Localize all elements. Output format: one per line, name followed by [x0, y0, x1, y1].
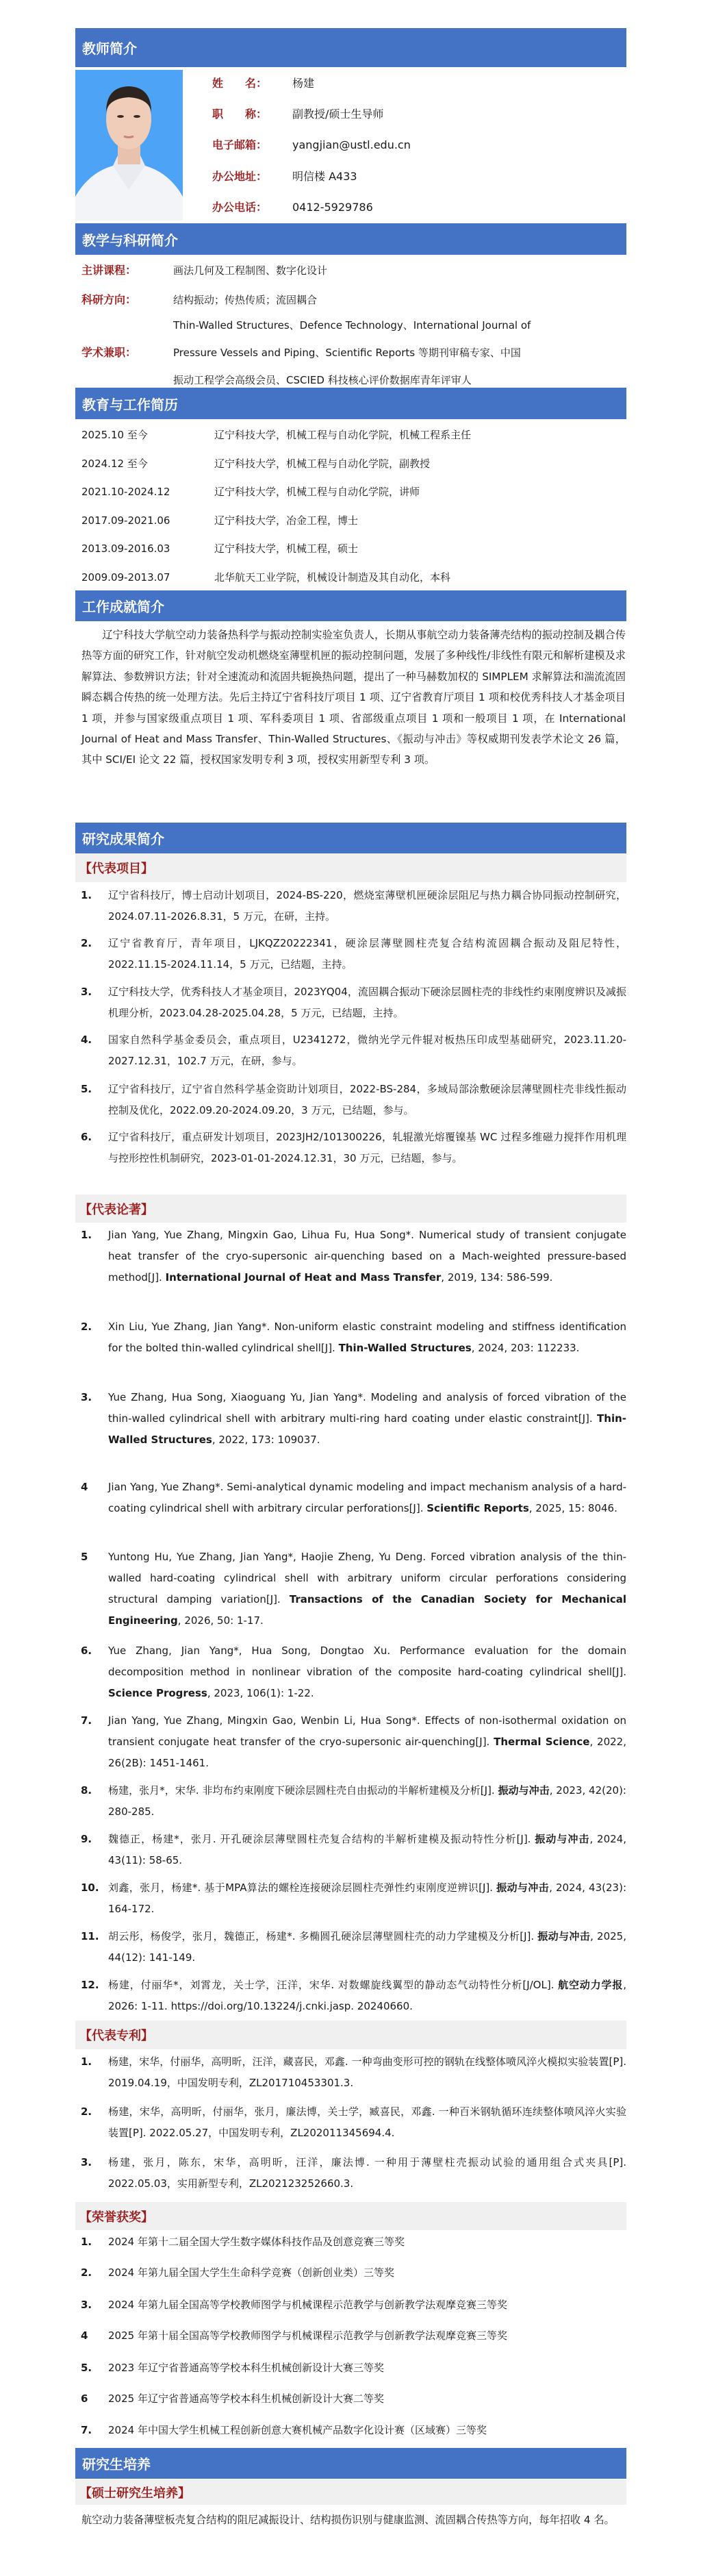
paper-journal: Transactions of the Canadian Society for Mechanical Engineering: [108, 1593, 626, 1627]
paper-item: [81, 1710, 626, 1774]
resume-date: 2021.10-2024.12: [81, 486, 170, 498]
paper-journal: Science Progress: [108, 1687, 207, 1699]
paper-journal: 振动与冲击: [535, 1833, 590, 1845]
subheader-patents: [75, 2021, 626, 2049]
paper-authors-title: Jian Yang, Yue Zhang, Mingxin Gao, Wenbin Li, Hua Song*. Effects of non-isothermal oxidation on transient conjugate heat transfer of the cryo-supersonic air-quenching[J].: [108, 1714, 626, 1748]
paper-authors-title: 杨建，付丽华*，刘霄龙，关士学，汪洋，宋华. 对数螺旋线翼型的静动态气动特性分析[J/OL].: [108, 1979, 559, 1991]
resume-desc: 辽宁科技大学，冶金工程，博士: [214, 514, 359, 527]
paper-item: [81, 1640, 626, 1704]
field-value-title: 副教授/硕士生导师: [292, 108, 384, 121]
list-text: 辽宁省教育厅，青年项目，LJKQZ20222341，硬涂层薄壁圆柱壳复合结构流固耦合振动及阻尼特性，2022.11.15-2024.11.14，5 万元，已结题，主持。: [108, 937, 626, 971]
list-text: 2025 年辽宁省普通高等学校本科生机械创新设计大赛二等奖: [108, 2392, 384, 2405]
resume-date: 2017.09-2021.06: [81, 514, 170, 527]
list-text: [108, 1477, 626, 1519]
subheader-title: 【代表专利】: [79, 2029, 153, 2043]
list-text: [108, 1877, 626, 1920]
field-email: [212, 138, 267, 152]
list-text: 辽宁省科技厅，辽宁省自然科学基金资助计划项目，2022-BS-284，多域局部涂敷硬涂层薄壁圆柱壳非线性振动控制及优化，2022.09.20-2024.09.20，3 万元，已结题，参与。: [108, 1083, 626, 1116]
list-number: 5.: [81, 1083, 92, 1095]
section-title: 工作成就简介: [82, 599, 164, 615]
paper-item: [81, 1926, 626, 1968]
list-number: 6.: [81, 1645, 92, 1657]
list-number: 7.: [81, 2424, 92, 2436]
field-title: [212, 108, 267, 121]
field-name: [212, 77, 267, 90]
subheader-projects: [75, 853, 626, 882]
courses-value: 画法几何及工程制图、数字化设计: [173, 264, 328, 277]
resume-desc: 北华航天工业学院，机械设计制造及其自动化，本科: [214, 571, 451, 584]
paper-volume: , 2024, 203: 112233.: [471, 1342, 580, 1354]
paper-item: [81, 1975, 626, 2017]
field-value-office: 明信楼 A433: [292, 170, 357, 183]
paper-volume: , 2025, 44(12): 141-149.: [108, 1930, 626, 1964]
list-text: [108, 1316, 626, 1359]
list-number: 5.: [81, 2362, 92, 2374]
patent-item: [81, 2101, 626, 2143]
section-title: 研究成果简介: [82, 831, 164, 847]
paper-authors-title: 刘鑫，张月，杨建*. 基于MPA算法的螺栓连接硬涂层圆柱壳弹性约束刚度逆辨识[J].: [108, 1881, 497, 1894]
list-number: 4.: [81, 1034, 92, 1046]
list-text: [108, 1829, 626, 1871]
list-text: 杨建，张月，陈东，宋华，高明昕，汪洋，廉法博. 一种用于薄壁柱壳振动试验的通用组合式夹具[P]. 2022.05.03，实用新型专利，ZL202123252660.3.: [108, 2156, 626, 2190]
award-item: [81, 2294, 626, 2315]
achievements-paragraph: 辽宁科技大学航空动力装备热科学与振动控制实验室负责人，长期从事航空动力装备薄壳结构的振动控制及耦合传热等方面的研究工作，针对航空发动机燃烧室薄壁机匣的振动控制问题，发展了多种线性/非线性有限元和解析建模及求解算法、参数辨识方法；针对全速流动和流固共轭换热问题，提出了一种马赫数加权的 SIMPLEM 求解算法和湍流流固瞬态耦合传热的统一处理方法。先后主持辽宁省科技厅项目 1 项、辽宁省教育厅项目 1 项和校优秀科技人才基金项目 1 项，并参与国家级重点项目 1 项、军科委项目 1 项、省部级重点项目 1 项和一般项目 1 项，在 International Journal of Heat and Mass Transfer、Thin-Walled Structures、《振动与冲击》等权威期刊发表学术论文 26 篇，其中 SCI/EI 论文 22 篇，授权国家发明专利 3 项，授权实用新型专利 3 项。: [81, 629, 626, 766]
list-number: 2.: [81, 937, 92, 949]
paper-volume: , 2026: 1-11. https://doi.org/10.13224/j.cnki.jasp. 20240660.: [108, 1979, 626, 2012]
list-number: 9.: [81, 1833, 92, 1845]
field-label: 办公电话：: [212, 201, 268, 214]
paper-volume: , 2025, 15: 8046.: [528, 1502, 617, 1514]
list-number: 6.: [81, 1131, 92, 1143]
paper-journal: 振动与冲击: [498, 1784, 550, 1797]
list-number: 1.: [81, 889, 92, 901]
field-phone: [212, 201, 267, 214]
paper-journal: International Journal of Heat and Mass Transfer: [165, 1271, 442, 1284]
paper-item: [81, 1316, 626, 1359]
list-text: [108, 1710, 626, 1774]
field-label: 电子邮箱：: [212, 138, 268, 151]
list-number: 10.: [81, 1881, 99, 1894]
list-number: 1.: [81, 1229, 92, 1241]
subheader-title: 【代表论著】: [79, 1202, 153, 1217]
portrait-photo-icon: [75, 70, 183, 221]
paper-authors-title: Yuntong Hu, Yue Zhang, Jian Yang*, Haojie Zheng, Yu Deng. Forced vibration analysis of the thin-walled hard-coating cylindrical shell with arbitrary uniform circular perforations considering structural damping variation[J].: [108, 1551, 626, 1605]
award-item: [81, 2262, 626, 2283]
award-item: [81, 2420, 626, 2440]
list-number: 4: [81, 2329, 88, 2342]
academic-line: Pressure Vessels and Piping、Scientific Reports 等期刊审稿专家、中国: [173, 347, 521, 359]
academic-line: Thin-Walled Structures、Defence Technology、International Journal of: [173, 319, 531, 332]
section-header-resume: [75, 388, 626, 419]
award-item: [81, 2358, 626, 2378]
paper-authors-title: 胡云彤，杨俊学，张月，魏德正，杨建*. 多椭圆孔硬涂层薄壁圆柱壳的动力学建模及分析[J].: [108, 1930, 538, 1942]
section-header-achievements: [75, 590, 626, 621]
list-text: [108, 1640, 626, 1704]
paper-item: [81, 1477, 626, 1519]
list-text: [108, 1926, 626, 1968]
paper-authors-title: Jian Yang, Yue Zhang, Mingxin Gao, Lihua Fu, Hua Song*. Numerical study of transient conjugate heat transfer of the cryo-supersonic air-quenching based on a Mach-weighted pressure-based method[J].: [108, 1229, 626, 1284]
list-text: 国家自然科学基金委员会，重点项目，U2341272，微纳光学元件辊对板热压印成型基础研究，2023.11.20-2027.12.31，102.7 万元，在研，参与。: [108, 1034, 626, 1067]
list-number: 6: [81, 2392, 88, 2405]
resume-desc: 辽宁科技大学，机械工程与自动化学院，讲师: [214, 486, 420, 498]
research-label: 科研方向：: [81, 293, 137, 306]
paper-journal: 航空动力学报: [558, 1979, 624, 1991]
patent-item: [81, 2051, 626, 2093]
paper-volume: , 2024, 43(23): 164-172.: [108, 1881, 626, 1915]
paper-volume: , 2023, 106(1): 1-22.: [207, 1687, 314, 1699]
paper-authors-title: 魏德正，杨建*，张月. 开孔硬涂层薄壁圆柱壳复合结构的半解析建模及振动特性分析[J].: [108, 1833, 535, 1845]
academic-line: 振动工程学会高级会员、CSCIED 科技核心评价数据库青年评审人: [173, 374, 472, 386]
list-number: 2.: [81, 2266, 92, 2279]
award-item: [81, 2388, 626, 2409]
list-text: 2024 年中国大学生机械工程创新创意大赛机械产品数字化设计赛（区域赛）三等奖: [108, 2424, 487, 2436]
section-header-profile: [75, 28, 626, 67]
master-text: 航空动力装备薄壁板壳复合结构的阻尼减振设计、结构损伤识别与健康监测、流固耦合传热等方向，每年招收 4 名。: [81, 2514, 615, 2526]
section-title: 研究生培养: [82, 2456, 151, 2473]
resume-date: 2025.10 至今: [81, 429, 148, 441]
field-value-phone: 0412-5929786: [292, 201, 373, 214]
subheader-master: [75, 2479, 626, 2505]
paper-volume: , 2022, 26(2B): 1451-1461.: [108, 1736, 626, 1769]
list-text: [108, 1975, 626, 2017]
paper-authors-title: Yue Zhang, Hua Song, Xiaoguang Yu, Jian Yang*. Modeling and analysis of forced vibration of the thin-walled cylindrical shell with arbitrary multi-ring hard coating under elastic constraint[J].: [108, 1391, 626, 1425]
resume-date: 2009.09-2013.07: [81, 571, 170, 584]
project-item: [81, 981, 626, 1023]
field-office: [212, 170, 267, 184]
project-item: [81, 885, 626, 927]
list-text: [108, 1225, 626, 1288]
courses-label: 主讲课程：: [81, 264, 137, 277]
project-item: [81, 1079, 626, 1121]
paper-item: [81, 1877, 626, 1920]
subheader-papers: [75, 1195, 626, 1223]
paper-item: [81, 1225, 626, 1288]
list-text: 2024 年第十二届全国大学生数字媒体科技作品及创意竞赛三等奖: [108, 2236, 405, 2248]
list-text: 2024 年第九届全国高等学校教师图学与机械课程示范教学与创新教学法观摩竞赛三等奖: [108, 2299, 507, 2311]
list-text: 辽宁省科技厅，博士启动计划项目，2024-BS-220，燃烧室薄壁机匣硬涂层阻尼与热力耦合协同振动控制研究，2024.07.11-2026.8.31，5 万元，在研，主持。: [108, 889, 626, 923]
field-label: 职 称：: [212, 108, 268, 121]
subheader-title: 【荣誉获奖】: [79, 2210, 153, 2225]
list-text: 2023 年辽宁省普通高等学校本科生机械创新设计大赛三等奖: [108, 2362, 384, 2374]
paper-volume: , 2023, 42(20): 280-285.: [108, 1784, 626, 1818]
paper-journal: Thin-Walled Structures: [338, 1342, 472, 1354]
resume-date: 2013.09-2016.03: [81, 542, 170, 555]
research-value: 结构振动；传热传质；流固耦合: [173, 294, 318, 306]
resume-desc: 辽宁科技大学，机械工程，硕士: [214, 542, 359, 555]
paper-item: [81, 1547, 626, 1631]
list-number: 4: [81, 1481, 88, 1493]
subheader-title: 【代表项目】: [79, 862, 153, 876]
paper-volume: , 2026, 50: 1-17.: [177, 1614, 264, 1627]
list-text: [108, 1780, 626, 1823]
paper-item: [81, 1780, 626, 1823]
section-title: 教育与工作简历: [82, 396, 178, 413]
list-number: 7.: [81, 1714, 92, 1727]
list-number: 1.: [81, 2236, 92, 2248]
project-item: [81, 1029, 626, 1071]
paper-journal: 振动与冲击: [496, 1881, 550, 1894]
award-item: [81, 2325, 626, 2346]
list-number: 8.: [81, 1784, 92, 1797]
paper-journal: Thermal Science: [494, 1736, 590, 1748]
paper-volume: , 2022, 173: 109037.: [212, 1434, 320, 1446]
resume-desc: 辽宁科技大学，机械工程与自动化学院，副教授: [214, 458, 431, 470]
list-number: 11.: [81, 1930, 99, 1942]
paper-authors-title: Jian Yang, Yue Zhang*. Semi-analytical dynamic modeling and impact mechanism analysis of a hard-coating cylindrical shell with arbitrary circular perforations[J].: [108, 1481, 626, 1514]
list-text: 2025 年第十届全国高等学校教师图学与机械课程示范教学与创新教学法观摩竞赛三等奖: [108, 2329, 507, 2342]
list-number: 5: [81, 1551, 88, 1563]
resume-desc: 辽宁科技大学，机械工程与自动化学院，机械工程系主任: [214, 429, 472, 441]
award-item: [81, 2231, 626, 2252]
project-item: [81, 1127, 626, 1168]
list-number: 12.: [81, 1979, 99, 1991]
patent-item: [81, 2152, 626, 2194]
list-text: [108, 1547, 626, 1631]
paper-volume: , 2019, 134: 586-599.: [441, 1271, 553, 1284]
project-item: [81, 933, 626, 975]
list-text: 2024 年第九届全国大学生生命科学竞赛（创新创业类）三等奖: [108, 2266, 394, 2279]
paper-item: [81, 1829, 626, 1871]
list-number: 3.: [81, 1391, 92, 1403]
list-number: 2.: [81, 2105, 92, 2118]
section-header-results: [75, 823, 626, 853]
list-number: 1.: [81, 2055, 92, 2068]
list-text: 辽宁科技大学，优秀科技人才基金项目，2023YQ04，流固耦合振动下硬涂层圆柱壳的非线性约束刚度辨识及减振机理分析，2023.04.28-2025.04.28，5 万元，已结题，主持。: [108, 986, 626, 1019]
section-title: 教学与科研简介: [82, 232, 178, 249]
paper-authors-title: Xin Liu, Yue Zhang, Jian Yang*. Non-uniform elastic constraint modeling and stiffness identification for the bolted thin-walled cylindrical shell[J].: [108, 1321, 626, 1354]
paper-item: [81, 1387, 626, 1451]
list-text: 辽宁省科技厅，重点研发计划项目，2023JH2/101300226，轧辊激光熔覆镍基 WC 过程多维磁力搅拌作用机理与控形控性机制研究，2023-01-01-2024.12.31，30 万元，已结题，参与。: [108, 1131, 626, 1164]
subheader-awards: [75, 2202, 626, 2230]
paper-journal: 振动与冲击: [537, 1930, 591, 1942]
list-number: 3.: [81, 2156, 92, 2168]
list-number: 2.: [81, 1321, 92, 1333]
academic-label: 学术兼职：: [81, 346, 137, 359]
paper-journal: Thin-Walled Structures: [108, 1412, 626, 1446]
list-text: 杨建，宋华，付丽华，高明昕，汪洋，藏喜民，邓鑫. 一种弯曲变形可控的钢轨在线整体喷风淬火模拟实验装置[P]. 2019.04.19，中国发明专利，ZL201710453301.3.: [108, 2055, 626, 2089]
field-label: 姓 名：: [212, 77, 268, 90]
section-header-teaching: [75, 223, 626, 255]
list-number: 3.: [81, 2299, 92, 2311]
paper-authors-title: 杨建，张月*，宋华. 非均布约束刚度下硬涂层圆柱壳自由振动的半解析建模及分析[J].: [108, 1784, 498, 1797]
list-number: 3.: [81, 986, 92, 998]
list-text: 杨建，宋华，高明昕，付丽华，张月，廉法博，关士学，臧喜民，邓鑫. 一种百米钢轨循环连续整体喷风淬火实验装置[P]. 2022.05.27，中国发明专利，ZL202011345694.4.: [108, 2105, 626, 2139]
paper-authors-title: Yue Zhang, Jian Yang*, Hua Song, Dongtao Xu. Performance evaluation for the domain decomposition method in nonlinear vibration of the composite hard-coating cylindrical shell[J].: [108, 1645, 626, 1678]
paper-volume: , 2024, 43(11): 58-65.: [108, 1833, 626, 1866]
subheader-title: 【硕士研究生培养】: [79, 2486, 190, 2501]
list-text: [108, 1387, 626, 1451]
email-link[interactable]: yangjian@ustl.edu.cn: [292, 138, 411, 151]
field-value-name: 杨建: [292, 77, 315, 90]
field-label: 办公地址：: [212, 170, 268, 183]
section-header-graduate: [75, 2448, 626, 2479]
paper-journal: Scientific Reports: [426, 1502, 529, 1514]
section-title: 教师简介: [82, 40, 137, 57]
resume-date: 2024.12 至今: [81, 458, 148, 470]
